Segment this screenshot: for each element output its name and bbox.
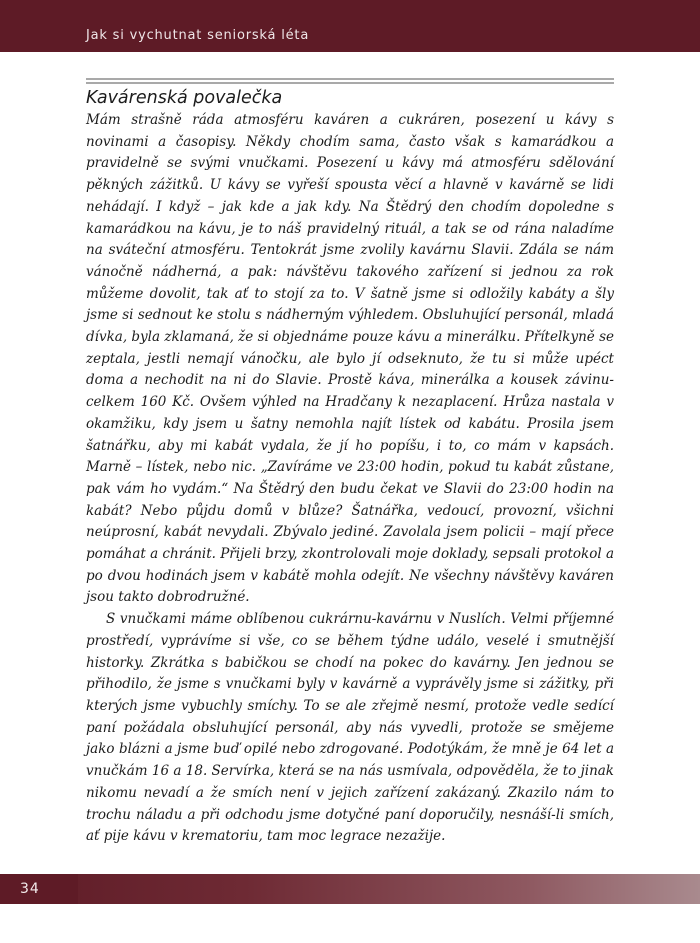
footer-bar — [0, 874, 700, 904]
running-header-title: Jak si vychutnat seniorská léta — [86, 28, 310, 43]
page-number: 34 — [20, 881, 40, 897]
double-rule-bottom — [86, 82, 614, 84]
article-paragraph-2: S vnučkami máme oblíbenou cukrárnu-kavárnu v Nuslích. Velmi příjemné prostředí, vyprávíme si vše, co se během týdne událo, veselé i smutnější historky. Zkrátka s babičkou se chodí na pokec do kavárny. Jen jednou se přihodilo, že jsme s vnučkami byly v kavárně a vyprávěly jsme si zážitky, při kterých jsme vybuchly smíchy. To se ale zřejmě nesmí, protože vedle sedící paní požádala obsluhující personál, aby nás vyvedli, protože se smějeme jako blázni a jsme buď opilé nebo zdrogované. Podotýkám, že mně je 64 let a vnučkám 16 a 18. Servírka, která se na nás usmívala, odpověděla, že to jinak nikomu nevadí a že smích není v jejich zařízení zakázaný. Zkazilo nám to trochu náladu a při odchodu jsme dotyčné paní doporučily, nesnáší-li smích, ať pije kávu v krematoriu, tam moc legrace nezažije. — [86, 611, 614, 845]
header-bar — [0, 0, 700, 52]
article — [86, 86, 614, 848]
article-title: Kavárenská povalečka — [86, 88, 283, 108]
article-paragraph-1: Mám strašně ráda atmosféru kaváren a cukráren, posezení u kávy s novinami a časopisy. Někdy chodím sama, často však s kamarádkou a pravidelně se svými vnučkami. Posezení u kávy má atmosféru sdělování pěkných zážitků. U kávy se vyřeší spousta věcí a hlavně v kavárně se lidi nehádají. I když – jak kde a jak kdy. Na Štědrý den chodím dopoledne s kamarádkou na kávu, je to náš pravidelný rituál, a tak se od rána naladíme na sváteční atmosféru. Tentokrát jsme zvolily kavárnu Slavii. Zdála se nám vánočně nádherná, a pak: návštěvu takového zařízení si jednou za rok můžeme dovolit, tak ať to stojí za to. V šatně jsme si odložily kabáty a šly jsme si sednout ke stolu s nádherným výhledem. Obsluhující personál, mladá dívka, byla zklamaná, že si objednáme pouze kávu a minerálku. Přítelkyně se zeptala, jestli nemají vánočku, ale bylo jí odseknuto, že tu si může upéct doma a nechodit na ni do Slavie. Prostě káva, minerálka a kousek závinu- celkem 160 Kč. Ovšem výhled na Hradčany k nezaplacení. Hrůza nastala v okamžiku, kdy jsem u šatny nemohla najít lístek od kabátu. Prosila jsem šatnářku, aby mi kabát vydala, že jí ho popíšu, i to, co mám v kapsách. Marně – lístek, nebo nic. „Zavíráme ve 23:00 hodin, pokud tu kabát zůstane, pak vám ho vydám.“ Na Štědrý den budu čekat ve Slavii do 23:00 hodin na kabát? Nebo půjdu domů v blůze? Šatnářka, vedoucí, provozní, všichni neúprosní, kabát nevydali. Zbývalo jediné. Zavolala jsem policii – mají přece pomáhat a chránit. Přijeli brzy, zkontrolovali moje doklady, sepsali protokol a po dvou hodinách jsem v kabátě mohla odejít. Ne všechny návštěvy kaváren jsou takto dobrodružné. — [86, 112, 614, 606]
double-rule-top — [86, 78, 614, 80]
